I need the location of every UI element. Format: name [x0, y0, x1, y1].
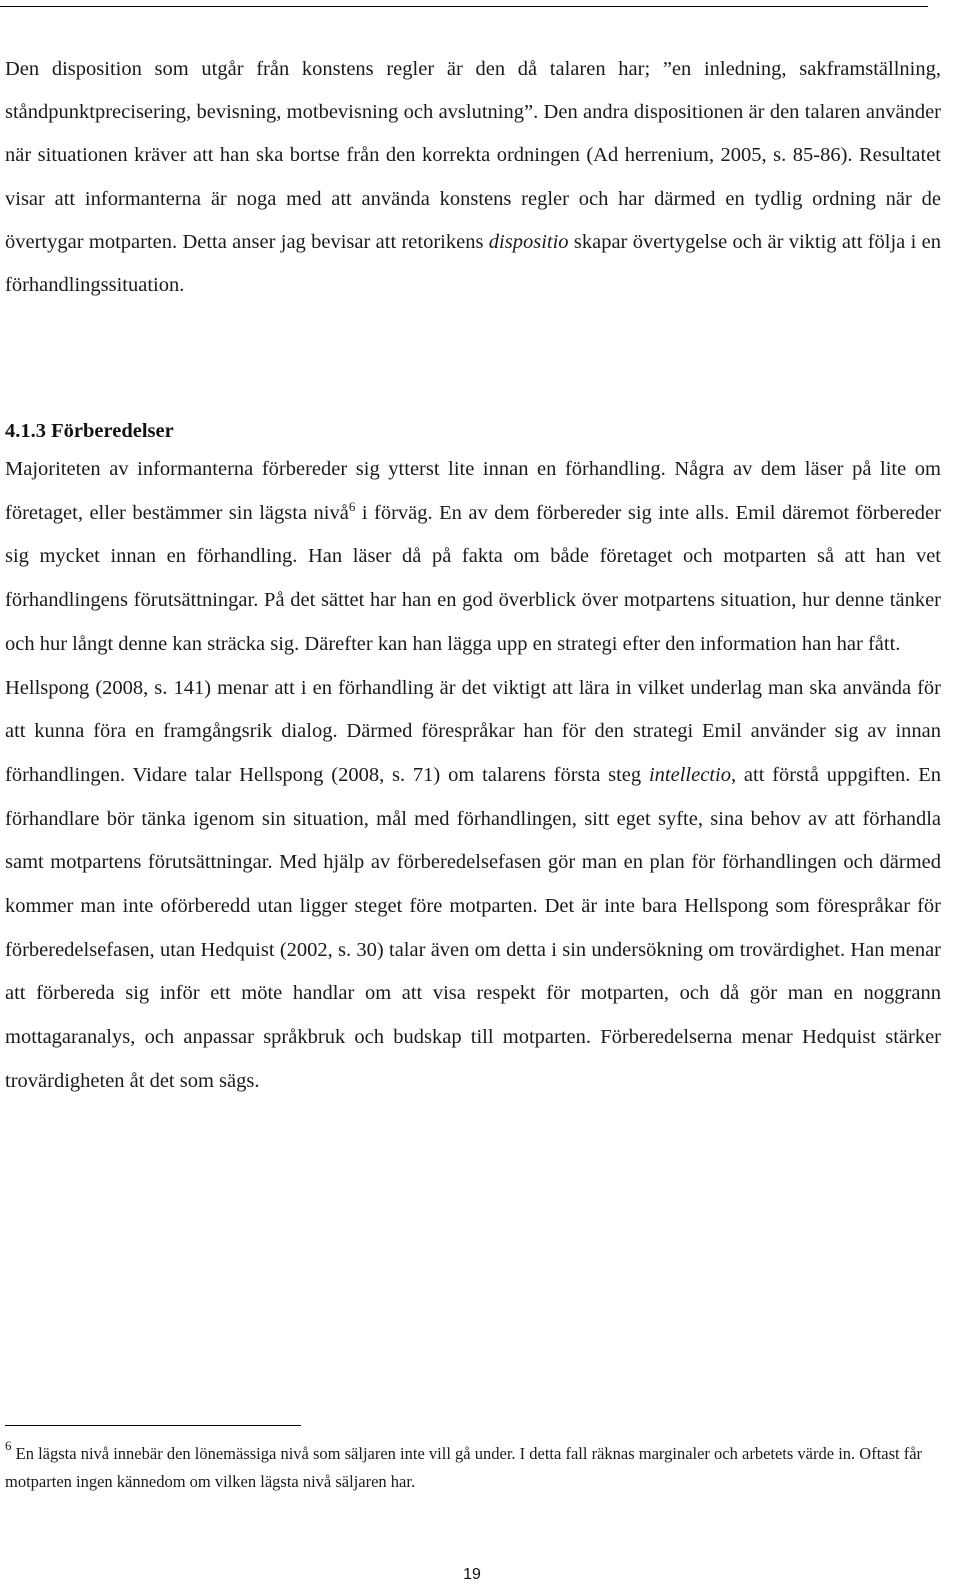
footnote: [5, 1440, 941, 1496]
paragraph-text: Den disposition som utgår från konstens regler är den då talaren har; ”en inledning, sakframställning, ståndpunktprecisering, bevisning, motbevisning och avslutning”. Den andra dispositionen är den talaren använder när situationen kräver att han ska bortse från den korrekta ordningen (Ad herrenium, 2005, s. 85-86). Resultatet visar att informanterna är noga med att använda konstens regler och har därmed en tydlig ordning när de övertygar motparten. Detta anser jag bevisar att retorikens: [5, 58, 941, 253]
paragraph-hellspong: [5, 667, 941, 1104]
footnote-reference[interactable]: 6: [348, 498, 356, 514]
section-heading: 4.1.3 Förberedelser: [5, 420, 174, 442]
section-body: [5, 448, 941, 1104]
italic-term-dispositio: dispositio: [488, 230, 569, 253]
paragraph-text-tail: skapar övertygelse och är viktig att följa i en förhandlingssituation.: [5, 230, 941, 297]
paragraph-text-tail: i förväg. En av dem förbereder sig inte alls. Emil däremot förbereder sig mycket innan en förhandling. Han läser då på fakta om både företaget och motparten så att han vet förhandlingens förutsättningar. På det sättet har han en god överblick över motpartens situation, hur denne tänker och hur långt denne kan sträcka sig. Därefter kan han lägga upp en strategi efter den information han har fått.: [5, 501, 941, 655]
footnote-text: En lägsta nivå innebär den lönemässiga nivå som säljaren inte vill gå under. I detta fall räknas marginaler och arbetets värde in. Oftast får motparten ingen kännedom om vilken lägsta nivå säljaren har.: [5, 1444, 923, 1491]
paragraph-text-tail: , att förstå uppgiften. En förhandlare bör tänka igenom sin situation, mål med förhandlingen, sitt eget syfte, sina behov av att förhandla samt motpartens förutsättningar. Med hjälp av förberedelsefasen gör man en plan för förhandlingen och därmed kommer man inte oförberedd utan ligger steget före motparten. Det är inte bara Hellspong som förespråkar för förberedelsefasen, utan Hedquist (2002, s. 30) talar även om detta i sin undersökning om trovärdighet. Han menar att förbereda sig inför ett möte handlar om att visa respekt för motparten, och då gör man en noggrann mottagaranalys, och anpassar språkbruk och budskap till motparten. Förberedelserna menar Hedquist stärker trovärdigheten åt det som sägs.: [5, 763, 941, 1092]
footnote-separator: [5, 1425, 301, 1426]
paragraph-text: Hellspong (2008, s. 141) menar att i en förhandling är det viktigt att lära in vilket underlag man ska använda för att kunna föra en framgångsrik dialog. Därmed förespråkar han för den strategi Emil använder sig av innan förhandlingen. Vidare talar Hellspong (2008, s. 71) om talarens första steg: [5, 676, 941, 786]
italic-term-intellectio: intellectio: [648, 763, 731, 786]
paragraph-disposition: [5, 48, 941, 307]
header-rule: [0, 6, 928, 7]
paragraph-text: Majoriteten av informanterna förbereder sig ytterst lite innan en förhandling. Några av dem läser på lite om företaget, eller bestämmer sin lägsta nivå: [5, 458, 941, 524]
page-number: 19: [463, 1566, 481, 1583]
footnote-number: 6: [5, 1438, 12, 1453]
paragraph-preparations: [5, 448, 941, 667]
